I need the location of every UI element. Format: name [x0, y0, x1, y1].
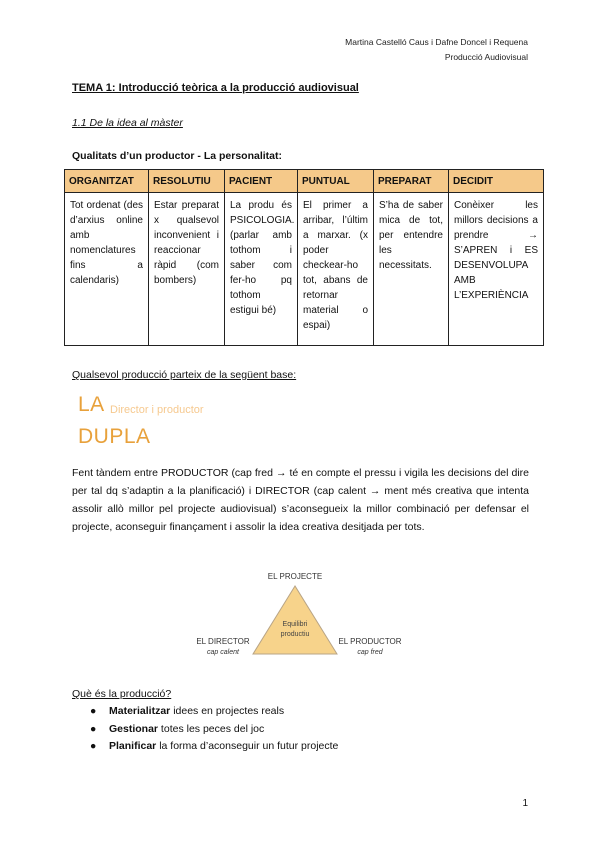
- table-row: [65, 193, 544, 346]
- bullet-icon: ●: [90, 722, 97, 735]
- list-item-text: totes les peces del joc: [158, 722, 265, 735]
- diagram-left-label: EL DIRECTOR: [196, 637, 250, 646]
- list-item: [90, 703, 338, 721]
- table-header-row: [65, 170, 544, 193]
- list-item-text: idees en projectes reals: [170, 705, 285, 717]
- list-item-bold: Materialitzar: [109, 705, 171, 717]
- bullet-icon: ●: [90, 705, 97, 717]
- diagram-center-line2: productiu: [280, 631, 310, 638]
- page-title: TEMA 1: Introducció teòrica a la producció audiovisual: [72, 82, 359, 94]
- table-header-cell: PACIENT: [225, 170, 298, 193]
- diagram-center-line1: Equilibri: [282, 621, 308, 628]
- triangle-shape: [253, 586, 337, 654]
- dupla-la: LA: [78, 393, 105, 416]
- bullet-icon: ●: [90, 740, 97, 752]
- list-item-bold: Planificar: [109, 740, 157, 752]
- production-list: [90, 703, 338, 756]
- list-item: [90, 738, 338, 756]
- header-authors: Martina Castelló Caus i Dafne Doncel i Requena: [345, 37, 528, 47]
- table-header-cell: PUNTUAL: [298, 170, 374, 193]
- page-number: 1: [522, 798, 528, 809]
- table-caption: Qualitats d’un productor - La personalitat:: [72, 150, 283, 162]
- tandem-paragraph: Fent tàndem entre PRODUCTOR (cap fred → té en compte el pressu i vigila les decisions del dire per tal dq s’adaptin a la planificació) i DIRECTOR (cap calent → ment més creativa que intenta assolir allò millor pel projecte audiovisual) s’aconsegueix la millor combinació per defensar el projecte, aconseguir finançament i assolir la idea creativa desitjada per tots.: [72, 467, 529, 533]
- table-header-cell: DECIDIT: [449, 170, 544, 193]
- table-header-cell: PREPARAT: [374, 170, 449, 193]
- table-cell: S’ha de saber mica de tot, per entendre les necessitats.: [374, 193, 449, 346]
- diagram-top-label: EL PROJECTE: [267, 572, 323, 581]
- diagram-right-label: EL PRODUCTOR: [338, 637, 402, 646]
- table-header-cell: RESOLUTIU: [149, 170, 225, 193]
- dupla-word: DUPLA: [78, 425, 151, 448]
- list-item-bold: Gestionar: [109, 722, 159, 735]
- table-cell: El primer a arribar, l’últim a marxar. (x poder checkear-ho tot, abans de retornar material o espai): [298, 193, 374, 346]
- table-cell: Tot ordenat (des d’arxius online amb nomenclatures fins a calendaris): [65, 193, 149, 346]
- question-heading: Què és la producció?: [72, 688, 172, 700]
- list-item-text: la forma d’aconseguir un futur projecte: [156, 740, 339, 752]
- project-triangle-diagram: [190, 566, 420, 676]
- qualities-table: [64, 169, 544, 346]
- base-heading: Qualsevol producció parteix de la següent base:: [72, 369, 297, 381]
- diagram-right-sub: cap fred: [357, 649, 383, 656]
- table-cell: Conèixer les millors decisions a prendre → S’APREN i ES DESENVOLUPA AMB L’EXPERIÈNCIA: [449, 193, 544, 346]
- table-header-cell: ORGANITZAT: [65, 170, 149, 193]
- section-subtitle: 1.1 De la idea al màster: [72, 117, 183, 129]
- table-cell: Estar preparat x qualsevol inconvenient i reaccionar ràpid (com bombers): [149, 193, 225, 346]
- table-cell: La produ és PSICOLOGIA. (parlar amb tothom i saber com fer-ho pq tothom estigui bé): [225, 193, 298, 346]
- dupla-subtitle: Director i productor: [110, 404, 204, 416]
- diagram-left-sub: cap calent: [207, 649, 239, 656]
- header-course: Producció Audiovisual: [444, 52, 528, 62]
- list-item: [90, 721, 338, 739]
